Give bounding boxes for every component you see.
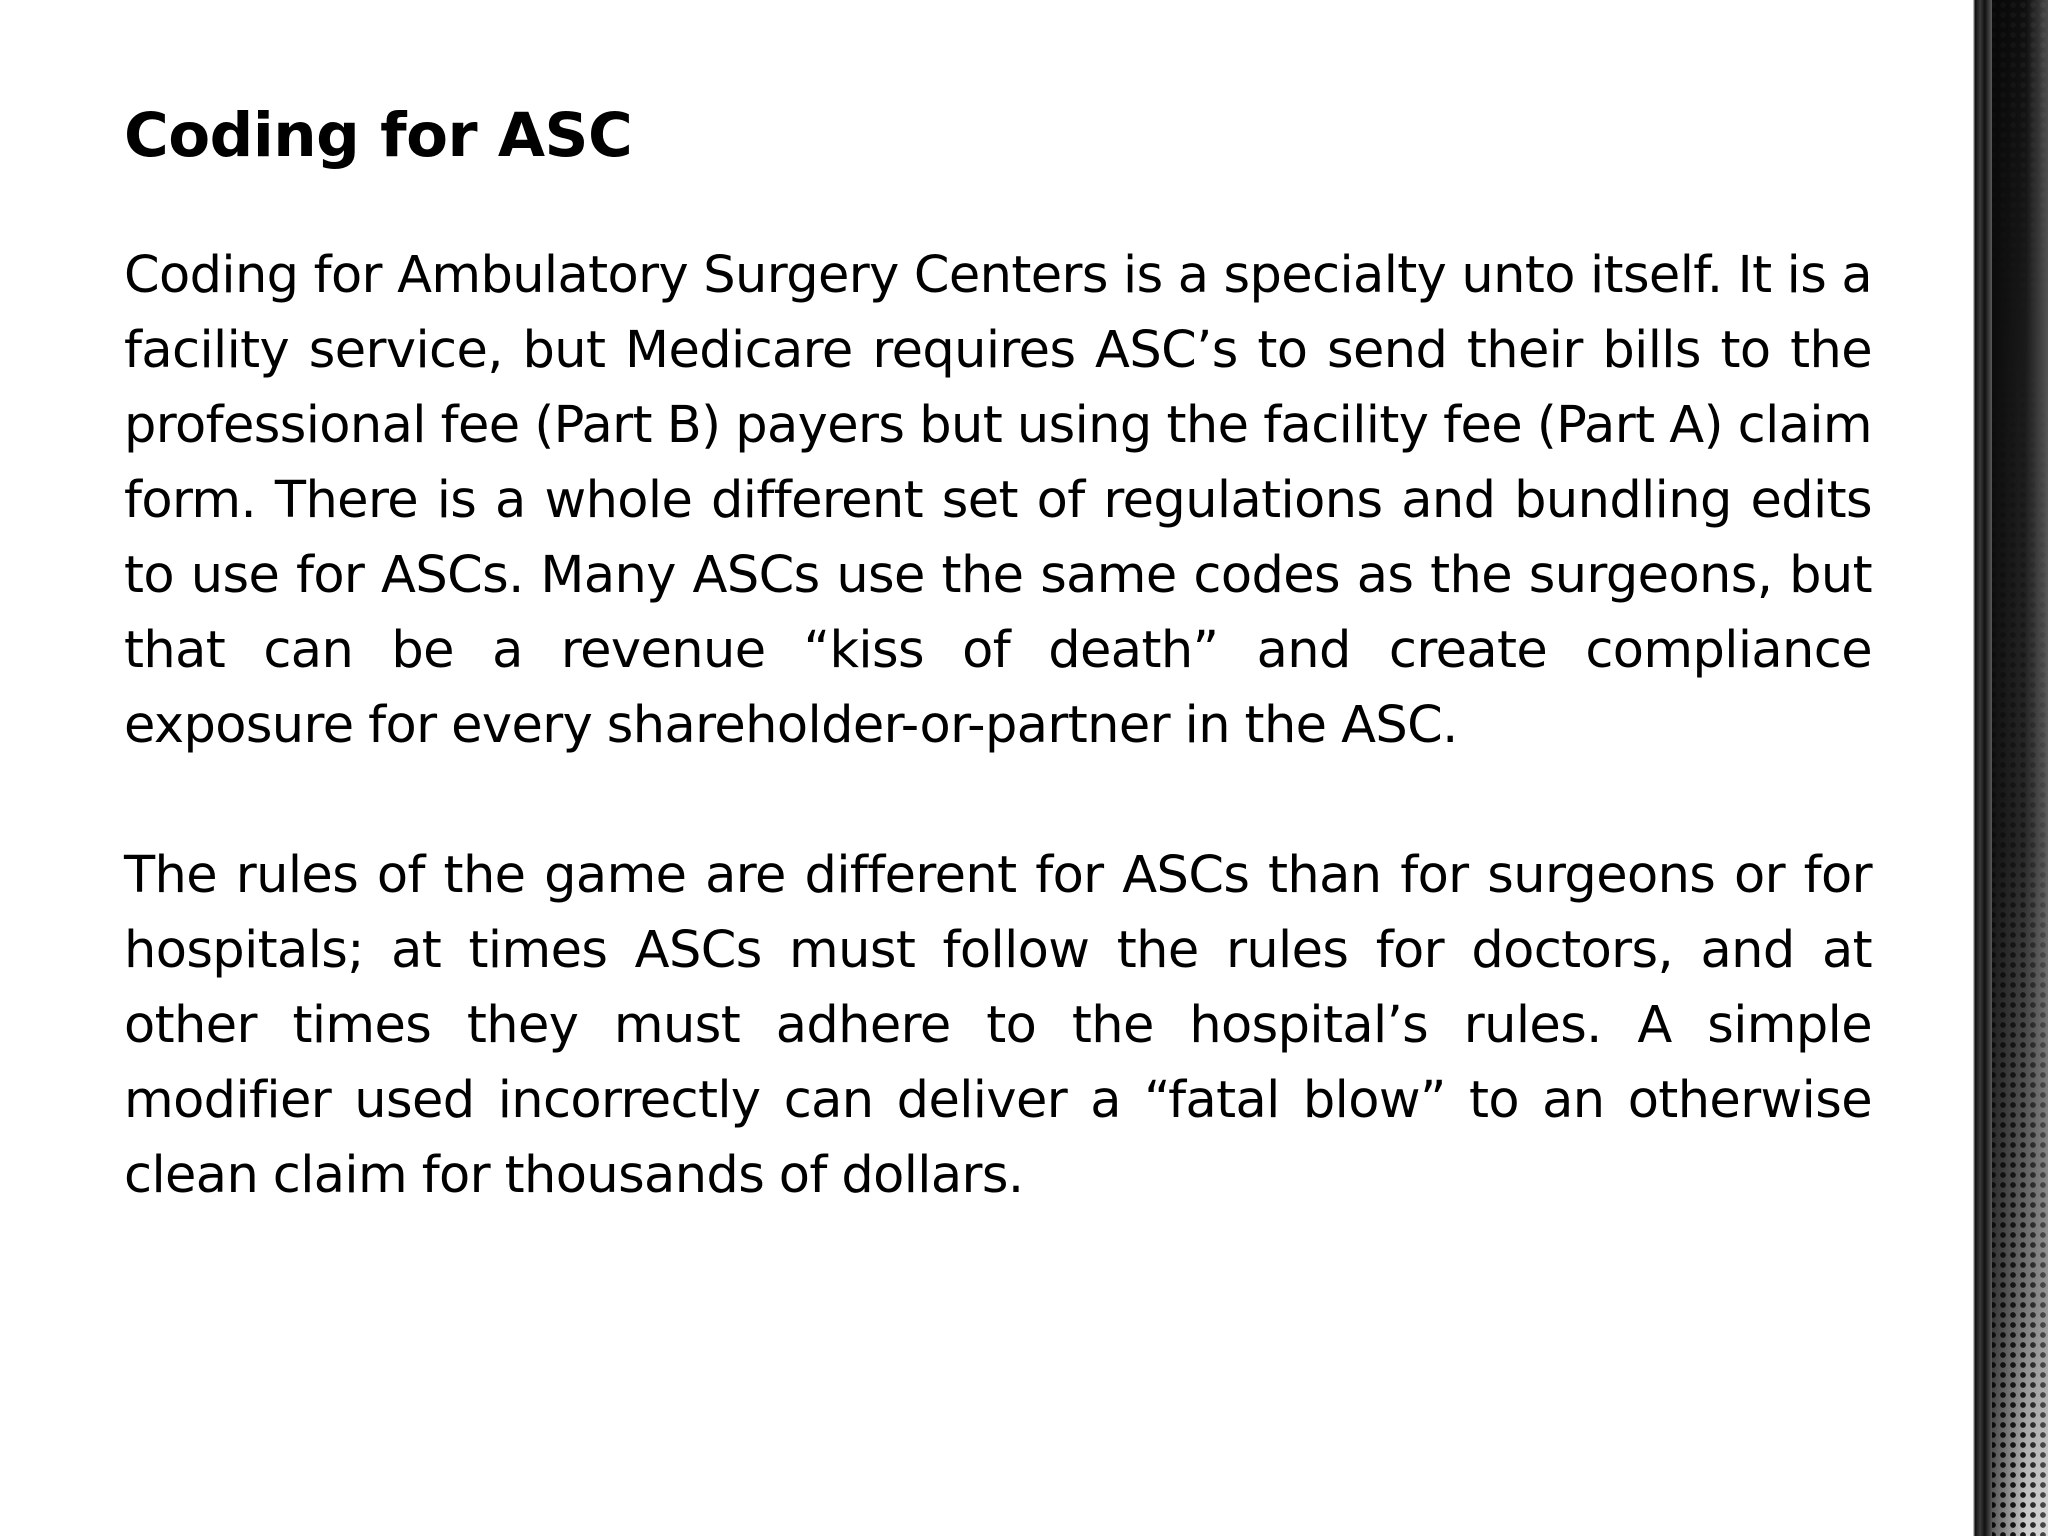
decorative-edge-border [1968,0,2048,1536]
slide-content [124,96,1872,1213]
body-paragraph-1: Coding for Ambulatory Surgery Centers is a specialty unto itself. It is a facility service, but Medicare requires ASC’s to send their bills to the professional fee (Part B) payers but using the facility fee (Part A) claim form. There is a whole different set of regulations and bundling edits to use for ASCs. Many ASCs use the same codes as the surgeons, but that can be a revenue “kiss of death” and create compliance exposure for every shareholder-or-partner in the ASC. [124,246,1872,755]
body-paragraph-2: The rules of the game are different for ASCs than for surgeons or for hospitals; at times ASCs must follow the rules for doctors, and at other times they must adhere to the hospital’s rules. A simple modifier used incorrectly can deliver a “fatal blow” to an otherwise clean claim for thousands of dollars. [124,846,1872,1205]
slide-title: Coding for ASC [124,100,633,171]
